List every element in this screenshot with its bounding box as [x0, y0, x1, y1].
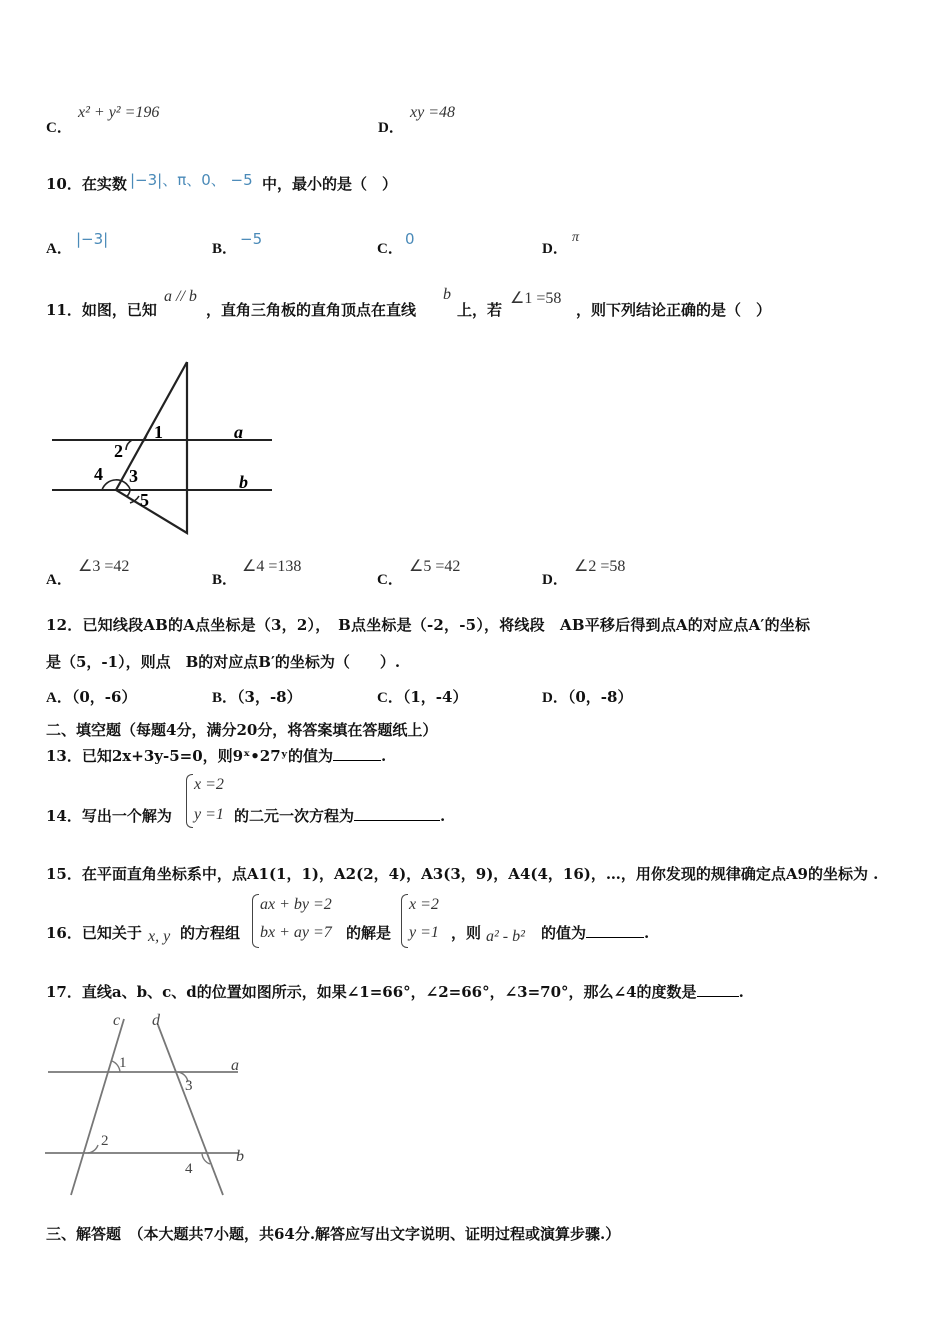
- q13-answer-blank[interactable]: [333, 746, 381, 761]
- q14-stem: [46, 805, 172, 826]
- q16-number: 16．: [46, 924, 82, 942]
- q16-post: [541, 922, 649, 943]
- q11-label-4: 4: [94, 464, 103, 484]
- q11-figure: [44, 340, 274, 540]
- q13-number: 13．: [46, 747, 82, 765]
- q12-line-2: 是（5，-1），则点 B的对应点B′的坐标为（ ）.: [46, 653, 401, 671]
- q9-option-c-expr: x² + y² =196: [78, 104, 160, 121]
- q16-sys2: bx + ay =7: [260, 924, 332, 941]
- q10-numbers: |−3|、π、0、 −5: [130, 171, 253, 189]
- section-3-title: 三、解答题 （本大题共7小题，共64分.解答应写出文字说明、证明过程或演算步骤.）: [46, 1225, 621, 1243]
- q16-sys1: ax + by =2: [260, 896, 332, 913]
- q16-mid1: 的方程组: [180, 924, 241, 942]
- q10-option-c: [377, 237, 403, 258]
- q12-option-b-label: B．: [212, 690, 238, 706]
- q15-text: 在平面直角坐标系中，点A1(1，1)，A2(2，4)，A3(3，9)，A4(4，16)，…，用你发现的规律确定点A9的坐标为 .: [81, 865, 879, 883]
- q9-option-d-expr: xy =48: [410, 104, 455, 121]
- section-2-title: 二、填空题（每题4分，满分20分，将答案填在答题纸上）: [46, 721, 438, 739]
- q16-mid3: ，则: [451, 924, 482, 942]
- q9-option-c-label: C．: [46, 120, 72, 136]
- q12-number: 12．: [46, 616, 83, 634]
- q11-arc-1: [142, 434, 147, 443]
- q12-option-a-label: A．: [46, 690, 72, 706]
- q11-label-a: a: [234, 422, 243, 442]
- q14-post-text: 的二元一次方程为: [234, 807, 355, 825]
- q12-option-c-value: （1，-4）: [402, 688, 468, 706]
- q17-label-2: 2: [101, 1133, 109, 1149]
- q10-number: 10．: [46, 175, 82, 193]
- q17-text: 直线a、b、c、d的位置如图所示，如果∠1=66°，∠2=66°，∠3=70°，那么∠4的度数是: [81, 983, 697, 1001]
- q17-figure: [40, 1005, 260, 1205]
- q9-option-d-label: D．: [378, 120, 404, 136]
- q12-option-c-label: C．: [377, 690, 403, 706]
- q11-angle1: ∠1 =58: [510, 290, 562, 307]
- q16-pre: 已知关于: [81, 924, 142, 942]
- q16-sol1: x =2: [409, 896, 439, 913]
- q10-stem: [46, 173, 127, 194]
- q11-option-a-label: A．: [46, 572, 72, 588]
- q11-text-2: ，直角三角板的直角顶点在直线: [206, 301, 417, 319]
- q14-answer-blank[interactable]: [354, 806, 440, 821]
- q14-eq1: x =2: [194, 776, 224, 793]
- q11-option-b: [212, 568, 237, 589]
- q12-option-b-value: （3，-8）: [237, 688, 302, 706]
- q16-expr: a² - b²: [486, 928, 525, 945]
- q11-option-d-label: D．: [542, 572, 568, 588]
- q17-line-c: [71, 1019, 124, 1195]
- q12-option-b: [212, 686, 302, 707]
- q11-arc-3: [126, 490, 130, 497]
- q11-stem-1: [46, 299, 157, 320]
- q10-option-c-label: C．: [377, 241, 403, 257]
- q13-text: 已知2x+3y-5=0，则9ˣ•27ʸ的值为: [81, 747, 333, 765]
- q14-end: .: [440, 807, 446, 825]
- q11-text-3: 上，若: [457, 301, 503, 319]
- q14-pre: 写出一个解为: [81, 807, 172, 825]
- q11-option-c-label: C．: [377, 572, 403, 588]
- q10-option-a-label: A．: [46, 241, 72, 257]
- q9-option-d: [378, 116, 404, 137]
- q17-number: 17．: [46, 983, 82, 1001]
- q17-label-d: d: [152, 1012, 160, 1029]
- q11-number: 11．: [46, 301, 82, 319]
- q16-solution-brace: [401, 894, 408, 948]
- q16-end: .: [644, 924, 650, 942]
- q12-line-1: [46, 614, 810, 635]
- q11-option-b-label: B．: [212, 572, 238, 588]
- q11-label-2: 2: [114, 441, 123, 461]
- q12-option-a: [46, 686, 136, 707]
- q12-option-d-value: （0，-8）: [567, 688, 633, 706]
- q10-option-b-label: B．: [212, 241, 238, 257]
- q17-label-a: a: [231, 1057, 239, 1074]
- q11-label-5: 5: [140, 490, 149, 510]
- q12-option-d: [542, 686, 632, 707]
- q16-vars: x, y: [148, 928, 171, 945]
- q10-option-b: [212, 237, 237, 258]
- q9-option-c: [46, 116, 72, 137]
- q11-option-a: [46, 568, 72, 589]
- q13: [46, 745, 386, 766]
- q17-end: .: [738, 983, 744, 1001]
- q11-option-d: [542, 568, 568, 589]
- q17-label-1: 1: [119, 1055, 127, 1071]
- q11-arc-2: [126, 440, 132, 450]
- q16-system-brace: [252, 894, 259, 948]
- q14-brace: [186, 774, 193, 828]
- q10-option-d-value: π: [572, 230, 580, 245]
- q11-text-1: 如图，已知: [81, 301, 157, 319]
- q11-option-c: [377, 568, 403, 589]
- q11-text-4: ，则下列结论正确的是（ ）: [576, 301, 772, 319]
- q14-eq2: y =1: [194, 806, 224, 823]
- q10-post: 中，最小的是（ ）: [262, 175, 398, 193]
- q14-number: 14．: [46, 807, 82, 825]
- q13-end: .: [380, 747, 387, 765]
- q11-option-d-value: ∠2 =58: [574, 558, 626, 575]
- q11-label-b: b: [239, 472, 248, 492]
- q10-option-a: [46, 237, 72, 258]
- q17-label-c: c: [113, 1012, 121, 1029]
- q10-option-d-label: D．: [542, 241, 568, 257]
- q16-post-text: 的值为: [541, 924, 587, 942]
- q14-post: [234, 805, 445, 826]
- q15: [46, 863, 878, 884]
- q10-option-d: [542, 237, 568, 258]
- q16-sol2: y =1: [409, 924, 439, 941]
- q10-option-a-value: |−3|: [76, 230, 109, 248]
- q10-option-b-value: −5: [240, 230, 263, 248]
- q15-number: 15．: [46, 865, 82, 883]
- q12-option-a-value: （0，-6）: [71, 688, 137, 706]
- q10-pre: 在实数: [81, 175, 127, 193]
- q17-answer-blank[interactable]: [697, 982, 739, 997]
- q12-option-c: [377, 686, 467, 707]
- q16-stem: [46, 922, 142, 943]
- q10-option-c-value: 0: [405, 230, 415, 248]
- q16-answer-blank[interactable]: [586, 923, 644, 938]
- q17: [46, 981, 744, 1002]
- q17-arc-2: [88, 1145, 98, 1153]
- q17-label-4: 4: [185, 1161, 193, 1177]
- q17-label-b: b: [236, 1148, 244, 1165]
- q17-label-3: 3: [185, 1078, 193, 1094]
- q11-label-1: 1: [154, 422, 163, 442]
- q11-line-b: b: [443, 286, 451, 303]
- q11-parallel: a // b: [164, 288, 197, 305]
- q12-text-1: 已知线段AB的A点坐标是（3，2）， B点坐标是（-2，-5），将线段 AB平移后得到点A的对应点A′的坐标: [82, 616, 811, 634]
- q11-option-c-value: ∠5 =42: [409, 558, 461, 575]
- q16-mid2: 的解是: [346, 924, 392, 942]
- q11-option-b-value: ∠4 =138: [242, 558, 302, 575]
- q11-label-3: 3: [129, 466, 138, 486]
- q12-option-d-label: D．: [542, 690, 568, 706]
- q11-option-a-value: ∠3 =42: [78, 558, 130, 575]
